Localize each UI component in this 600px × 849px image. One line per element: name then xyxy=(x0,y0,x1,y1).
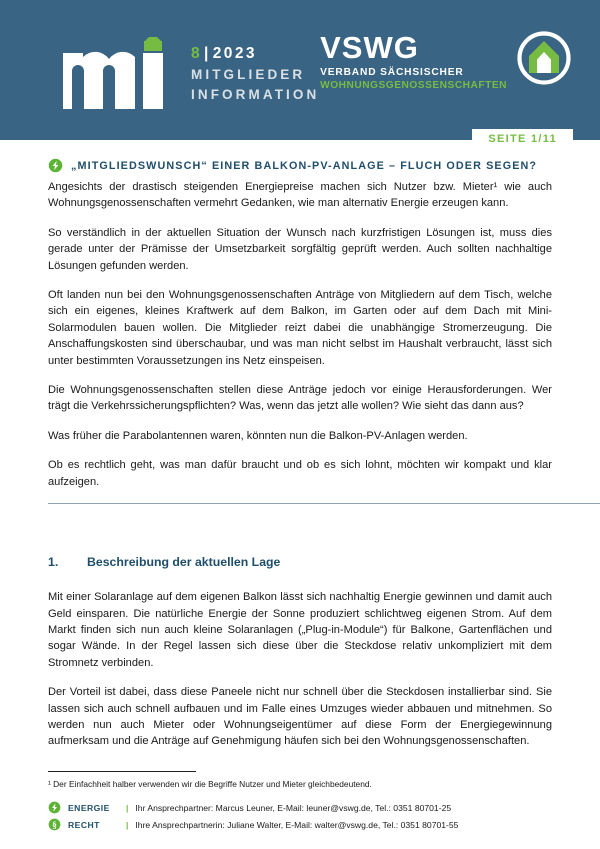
mi-logo-svg xyxy=(63,37,167,109)
section-paragraph: Der Vorteil ist dabei, dass diese Paneele nicht nur schnell über die Steckdosen installierbar sind. Sie lassen sich auch schnell aufbauen und im Falle eines Umzuges wieder abbauen und mitnehmen. So werden nun auch Mieter oder Wohnungseigentümer auf diese Form der Energiegewinnung aufmerksam und die Anträge auf Genehmigung häufen sich bei den Wohnungsgenossenschaften. xyxy=(48,686,552,748)
page-header xyxy=(0,0,600,140)
contact-separator: | xyxy=(126,819,129,830)
contact-label: RECHT xyxy=(68,819,100,830)
section-title: Beschreibung der aktuellen Lage xyxy=(87,555,281,570)
spacer xyxy=(48,569,552,589)
document-content xyxy=(0,158,600,750)
issue-number: 8 xyxy=(191,44,203,62)
section-paragraph: Mit einer Solaranlage auf dem eigenen Balkon lässt sich nachhaltig Energie gewinnen und damit auch Geld einsparen. Die natürliche Energie der Sonne produziert schlichtweg eigenen Strom. Auf dem Markt finden sich nun auch kleine Solaranlagen („Plug-in-Module“) für Balkone, Gartenflächen und sogar Wände. In der Regel lassen sich diese über die Steckdose relativ unkompliziert mit dem Stromnetz verbinden. xyxy=(48,591,552,669)
article-headline-row xyxy=(48,158,552,173)
vswg-house-icon xyxy=(516,30,572,91)
issue-year: 2023 xyxy=(212,44,257,62)
footnote-text: ¹ Der Einfachheit halber verwenden wir die Begriffe Nutzer und Mieter gleichbedeutend. xyxy=(48,779,372,789)
contact-separator: | xyxy=(126,802,129,813)
article-paragraph: Ob es rechtlich geht, was man dafür braucht und ob es sich lohnt, möchten wir kompakt und klar aufzeigen. xyxy=(48,459,552,488)
page-footer xyxy=(48,771,552,835)
article-headline: „MITGLIEDSWUNSCH“ EINER BALKON-PV-ANLAGE – FLUCH ODER SEGEN? xyxy=(71,159,538,172)
contact-label: ENERGIE xyxy=(68,802,110,813)
vswg-wordmark: VSWG xyxy=(320,30,419,65)
section-divider-wrap xyxy=(48,503,552,555)
page-number-badge: SEITE 1/11 xyxy=(472,129,573,150)
horizontal-divider xyxy=(48,503,600,504)
article-paragraph: Oft landen nun bei den Wohnungsgenossenschaften Anträge von Mitgliedern auf dem Tisch, welche sich ein eigenes, kleines Kraftwerk auf dem Balkon, im Garten oder auf dem Dach mit Mini-Solarmodulen bauen wollen. Die Mitglieder reizt dabei die unabhängige Stromerzeugung. Die Anschaffungskosten sind überschaubar, und was man nicht selbst im Haushalt verbraucht, lässt sich unter bestimmten Voraussetzungen ins Netz einspeisen. xyxy=(48,289,552,367)
article-paragraph: Was früher die Parabolantennen waren, könnten nun die Balkon-PV-Anlagen werden. xyxy=(48,429,468,442)
contact-detail: Ihr Ansprechpartner: Marcus Leuner, E-Mail: leuner@vswg.de, Tel.: 0351 80701-25 xyxy=(135,802,452,813)
vswg-logo-text xyxy=(320,32,507,91)
vswg-logo xyxy=(320,32,572,91)
mi-logo-block xyxy=(63,37,319,109)
mi-title-text xyxy=(191,46,319,108)
information-label: INFORMATION xyxy=(191,86,320,102)
section-heading xyxy=(48,555,552,569)
issue-separator: | xyxy=(204,44,211,62)
contact-row-energie xyxy=(48,801,552,814)
contact-detail: Ihre Ansprechpartnerin: Juliane Walter, E-Mail: walter@vswg.de, Tel.: 0351 80701-55 xyxy=(135,819,459,830)
footnote-rule xyxy=(48,771,196,772)
section-number: 1. xyxy=(48,555,59,570)
energy-bolt-icon xyxy=(48,801,61,814)
article-paragraph: So verständlich in der aktuellen Situation der Wunsch nach kurzfristigen Lösungen ist, muss dies gerade unter der Prämisse der Umsetzbarkeit sorgfältig geprüft werden. Auch sollten nachhaltige Lösungen gefunden werden. xyxy=(48,226,552,272)
article-paragraph: Die Wohnungsgenossenschaften stellen diese Anträge jedoch vor einige Herausforderungen. Wer trägt die Verkehrssicherungspflichten? Was, wenn das jetzt alle wollen? Wie sieht das dann aus? xyxy=(48,384,552,413)
contact-row-recht xyxy=(48,818,552,831)
vswg-subtitle-1: VERBAND SÄCHSISCHER xyxy=(320,67,464,78)
mitglieder-label: MITGLIEDER xyxy=(191,67,306,82)
energy-bolt-icon xyxy=(48,158,63,173)
article-paragraph: Angesichts der drastisch steigenden Energiepreise machen sich Nutzer bzw. Mieter¹ wie auch Wohnungsgenossenschaften vermehrt Gedanken, wie man alternativ Energie erzeugen kann. xyxy=(48,181,552,210)
law-paragraph-icon xyxy=(48,818,61,831)
vswg-subtitle-2: WOHNUNGSGENOSSENSCHAFTEN xyxy=(320,80,507,91)
house-in-circle-icon xyxy=(516,30,572,86)
mi-wordmark-logo xyxy=(63,37,167,109)
issue-line xyxy=(191,46,319,62)
svg-text:§: § xyxy=(52,819,57,830)
